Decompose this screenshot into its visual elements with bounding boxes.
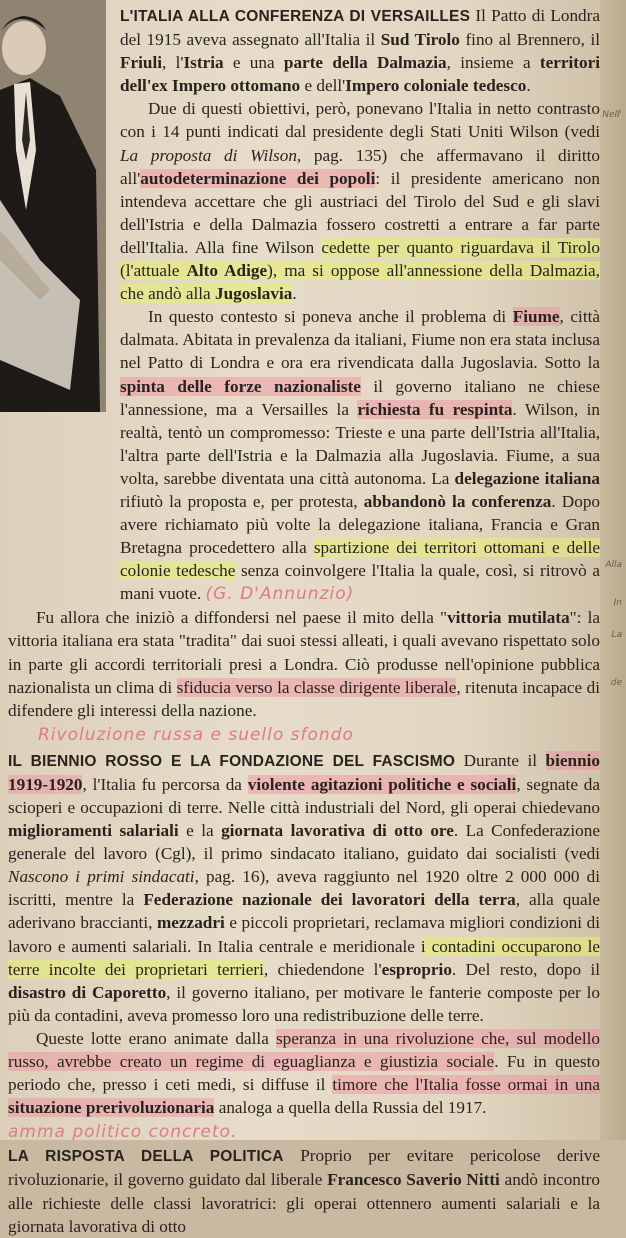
section-heading-biennio-rosso: IL BIENNIO ROSSO E LA FONDAZIONE DEL FASCISMO bbox=[8, 752, 456, 770]
text-run: fino al Brennero, il bbox=[459, 30, 601, 50]
text-run: Sud Tirolo bbox=[380, 30, 460, 50]
text-run: Jugoslavia bbox=[214, 284, 293, 304]
text-run: andò incontro alle richieste delle classi lavoratrici: gli operai ottennero aumenti salariali e la giornata lavorativa di otto bbox=[8, 1170, 600, 1236]
text-run: Fiume bbox=[512, 307, 560, 327]
text-run: e dell' bbox=[300, 76, 346, 96]
text-run: , il governo italiano, per motivare le fanterie composte per lo più da contadini, aveva promesso loro una redistribuzione delle terre. bbox=[8, 982, 600, 1025]
text-run: , segnate da scioperi e occupazioni di terre. Nelle città industriali del Nord, gli operai chiedevano bbox=[8, 774, 600, 817]
rich-text bbox=[8, 1029, 600, 1117]
text-run: , ritenuta incapace di difendere gli interessi della nazione. bbox=[8, 677, 600, 720]
text-run: , città dalmata. Abitata in prevalenza da italiani, Fiume non era stata inclusa nel Patto di Londra e ora era rivendicata dalla Jugoslavia. Sotto la bbox=[120, 307, 600, 373]
page-gutter bbox=[600, 0, 626, 1140]
margin-note-5: de bbox=[610, 678, 622, 688]
text-run: La proposta di Wilson bbox=[120, 145, 297, 165]
text-run: e piccoli proprietari, reclamava migliori condizioni di lavoro e aumenti salariali. In Italia centrale e meridionale bbox=[8, 913, 600, 956]
text-run: violente agitazioni politiche e sociali bbox=[247, 774, 517, 794]
paragraph-vittoria-mutilata bbox=[8, 606, 600, 721]
rich-text bbox=[8, 751, 600, 1025]
handwritten-note-dannunzio: (G. D'Annunzio) bbox=[205, 584, 355, 605]
text-run: , chiedendone l' bbox=[263, 959, 382, 979]
text-run: analoga a quella della Russia del 1917. bbox=[214, 1098, 487, 1118]
text-run: : il presidente americano non intendeva accettare che gli austriaci del Tirolo del Sud e gli slavi dell'Istria e della Dalmazia fossero costretti a entrare a far parte dell'Italia. Alla fine Wilson bbox=[120, 168, 600, 257]
paragraph-speranza-rivoluzione bbox=[8, 1027, 600, 1119]
text-run: mezzadri bbox=[156, 913, 225, 933]
text-run: Durante il bbox=[455, 750, 546, 770]
text-run: Alto Adige bbox=[186, 261, 268, 281]
text-run: . bbox=[292, 284, 297, 304]
text-run: ), ma si oppose all'annessione della Dalmazia, che andò alla bbox=[120, 261, 600, 304]
text-run: Friuli bbox=[120, 53, 163, 73]
text-run: delegazione italiana bbox=[454, 468, 600, 488]
text-run: , pag. 135) che affermavano il diritto all' bbox=[120, 145, 600, 188]
text-run: , alla quale aderivano braccianti, bbox=[8, 890, 600, 933]
text-run: cedette per quanto riguardava il Tirolo (l'attuale bbox=[120, 237, 600, 281]
text-run: . Dopo avere richiamato più volte la delegazione italiana, Francia e Gran Bretagna procedettero alla bbox=[120, 491, 601, 558]
text-run: Nascono i primi sindacati bbox=[8, 867, 195, 887]
text-run: esproprio bbox=[381, 959, 452, 979]
text-run: parte della Dalmazia bbox=[283, 53, 447, 73]
rich-text bbox=[120, 99, 600, 303]
rich-text bbox=[8, 608, 600, 719]
text-run: Proprio per evitare pericolose derive rivoluzionarie, il governo guidato dal liberale bbox=[8, 1146, 600, 1190]
text-run: , insieme a bbox=[446, 53, 540, 73]
text-run: situazione prerivoluzionaria bbox=[8, 1098, 215, 1118]
margin-note-1: Nell' bbox=[602, 110, 622, 120]
text-run: autodeterminazione dei popoli bbox=[140, 168, 376, 188]
text-run: Federazione nazionale dei lavoratori della terra bbox=[143, 890, 516, 910]
text-run: abbandonò la conferenza bbox=[363, 491, 552, 511]
text-run: Fu allora che iniziò a diffondersi nel paese il mito della " bbox=[36, 608, 448, 628]
text-run: miglioramenti salariali bbox=[8, 821, 179, 841]
text-run: senza coinvolgere l'Italia la quale, così, si ritrovò a mani vuote. bbox=[120, 561, 600, 604]
handwritten-note-programma: amma politico concreto. bbox=[8, 1122, 238, 1143]
text-run: . Fu in questo periodo che, presso i ceti medi, si diffuse il bbox=[8, 1052, 600, 1095]
text-run: Due di questi obiettivi, però, ponevano l'Italia in netto contrasto con i 14 punti indicati dal presidente degli Stati Uniti Wilson (vedi bbox=[120, 99, 600, 142]
text-run: , l' bbox=[162, 53, 184, 73]
text-run: , pag. 16), aveva raggiunto nel 1920 oltre 2 000 000 di iscritti, mentre la bbox=[8, 867, 600, 910]
text-run: il governo italiano ne chiese l'annessione, ma a Versailles la bbox=[120, 376, 600, 419]
text-run: disastro di Caporetto bbox=[8, 982, 167, 1002]
text-run: biennio 1919-1920 bbox=[8, 750, 600, 794]
paragraph-wilson bbox=[8, 97, 600, 305]
text-run: timore che l'Italia fosse ormai in una bbox=[332, 1075, 600, 1095]
section-heading-versailles: L'ITALIA ALLA CONFERENZA DI VERSAILLES bbox=[120, 8, 471, 25]
text-run: In questo contesto si poneva anche il problema di bbox=[148, 307, 513, 327]
section-risposta-politica bbox=[8, 1144, 600, 1237]
text-run: giornata lavorativa di otto ore bbox=[221, 821, 454, 841]
section-heading-risposta-politica: LA RISPOSTA DELLA POLITICA bbox=[8, 1148, 284, 1166]
text-run: , l'Italia fu percorsa da bbox=[82, 774, 248, 794]
text-run: . Del resto, dopo il bbox=[451, 959, 600, 979]
paragraph-fiume bbox=[8, 305, 600, 606]
text-run: sfiducia verso la classe dirigente liberale bbox=[176, 677, 457, 697]
article-body bbox=[8, 4, 600, 1238]
text-run: Francesco Saverio Nitti bbox=[327, 1170, 500, 1190]
text-run: ": la vittoria italiana era stata "tradita" dai suoi stessi alleati, i quali avevano rispettato solo in parte gli accordi territoriali presi a Londra. Ciò produsse nell'opinione pubblica nazionalista un clima di bbox=[8, 608, 600, 697]
text-run: rifiutò la proposta e, per protesta, bbox=[120, 491, 364, 511]
text-run: . Wilson, in realtà, tentò un compromesso: Trieste e una parte dell'Istria all'Italia, l'altra parte dell'Istria e la Dalmazia alla Jugoslavia. Fiume, a sua volta, sarebbe diventata una città autonoma. La bbox=[120, 399, 600, 488]
text-run: Queste lotte erano animate dalla bbox=[36, 1028, 276, 1048]
text-run: territori dell'ex Impero ottomano bbox=[120, 53, 600, 96]
text-run: e una bbox=[223, 53, 284, 73]
text-run: spinta delle forze nazionaliste bbox=[120, 376, 361, 396]
text-run: . bbox=[526, 76, 531, 96]
text-run: richiesta fu respinta bbox=[357, 399, 513, 419]
text-run: speranza in una rivoluzione che, sul modello russo, avrebbe creato un regime di eguaglianza e giustizia sociale bbox=[8, 1028, 600, 1072]
text-run: . La Confederazione generale del lavoro (Cgl), il primo sindacato italiano, guidato dai socialisti (vedi bbox=[8, 821, 600, 864]
text-run: spartizione dei territori ottomani e delle colonie tedesche bbox=[120, 538, 600, 581]
margin-note-2: Alla bbox=[605, 560, 622, 570]
handwritten-note-rivoluzione: Rivoluzione russa e suello sfondo bbox=[38, 724, 354, 745]
text-run: i contadini occuparono le terre incolte dei proprietari terrieri bbox=[8, 936, 600, 979]
section-versailles-intro bbox=[8, 4, 600, 97]
margin-note-3: In bbox=[613, 598, 622, 608]
rich-text bbox=[120, 307, 600, 603]
section-biennio-rosso bbox=[8, 749, 600, 1027]
text-run: e la bbox=[178, 821, 222, 841]
text-run: Istria bbox=[183, 53, 224, 73]
text-run: Impero coloniale tedesco bbox=[345, 76, 527, 96]
text-run: Il Patto di Londra del 1915 aveva assegnato all'Italia il bbox=[120, 6, 600, 50]
margin-note-4: La bbox=[611, 630, 622, 640]
text-run: vittoria mutilata bbox=[447, 608, 570, 628]
